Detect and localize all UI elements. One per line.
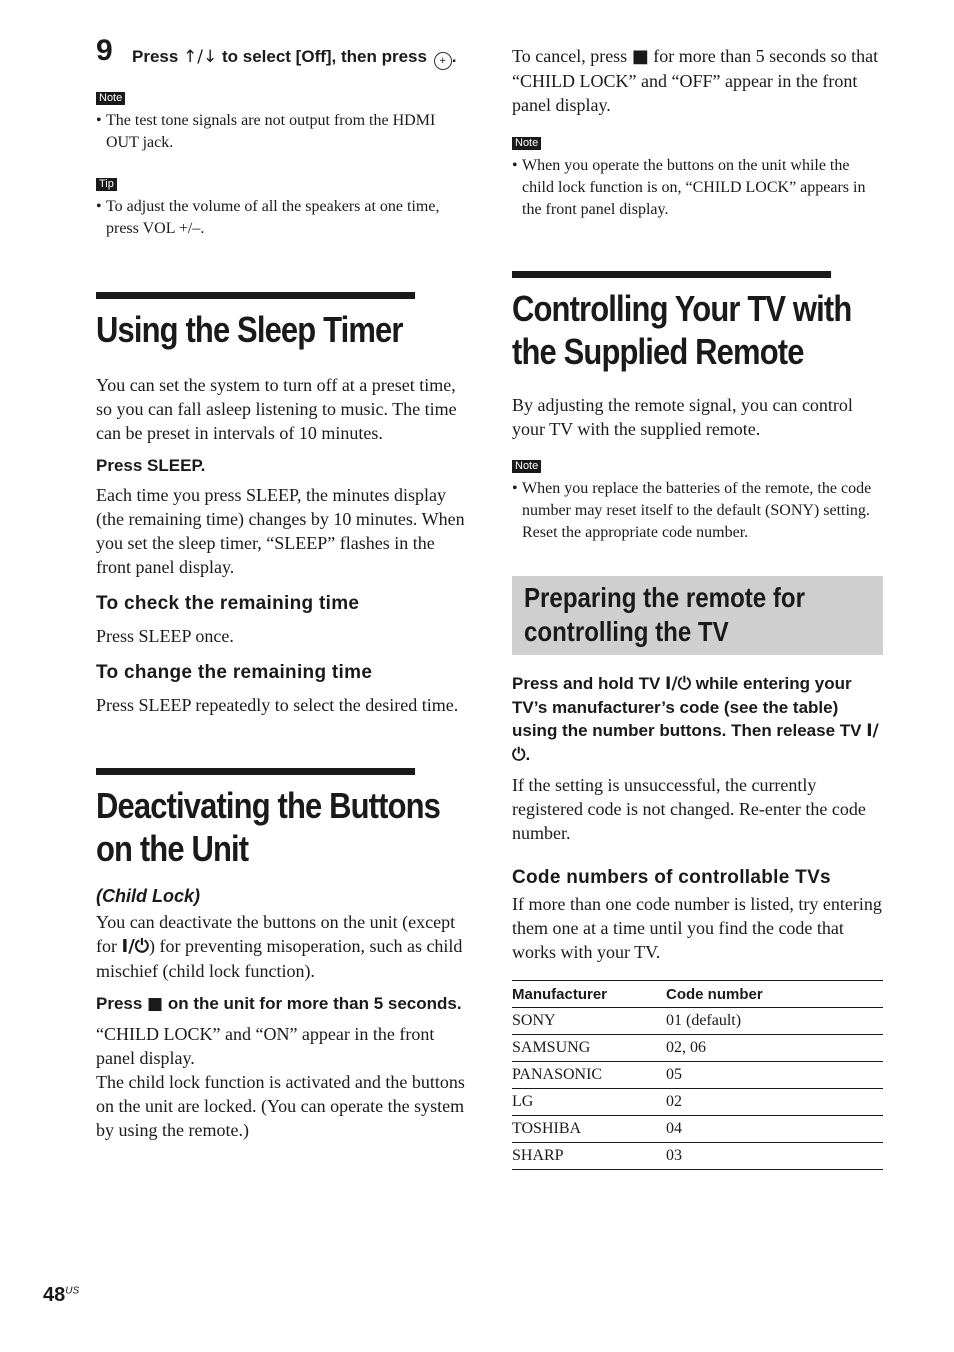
manufacturer-cell: SONY xyxy=(512,1008,666,1035)
power-icon: I/⏻ xyxy=(512,721,879,765)
step-9-instruction: Press ↑/↓ to select [Off], then press + . xyxy=(132,36,467,70)
sleep-timer-heading: Using the Sleep Timer xyxy=(96,292,415,351)
code-cell: 03 xyxy=(666,1143,883,1170)
change-remaining-heading: To change the remaining time xyxy=(96,662,373,683)
note-list xyxy=(96,110,467,154)
table-row xyxy=(512,1143,883,1170)
tv-code-table xyxy=(512,980,883,1170)
child-lock-heading: Deactivating the Buttons on the Unit xyxy=(96,768,415,870)
tv-code-instruction: Press and hold TV I/⏻ while entering your TV’s manufacturer’s code (see the table) using the number buttons. Then release TV I/⏻. xyxy=(512,674,879,765)
child-lock-cancel: To cancel, press ■ for more than 5 seconds so that “CHILD LOCK” and “OFF” appear in the front panel display. xyxy=(512,46,879,115)
note-badge: Note xyxy=(512,460,541,473)
sleep-body: Each time you press SLEEP, the minutes display (the remaining time) changes by 10 minutes. When you set the sleep timer, “SLEEP” flashes in the front panel display. xyxy=(96,485,465,577)
code-cell: 02, 06 xyxy=(666,1035,883,1062)
child-lock-note xyxy=(512,133,883,221)
stop-icon: ■ xyxy=(631,46,649,67)
note-block xyxy=(96,88,467,154)
child-lock-result: “CHILD LOCK” and “ON” appear in the front panel display. The child lock function is activated and the buttons on the unit are locked. (You can operate the system by using the remote.) xyxy=(96,1024,465,1140)
power-icon: I/⏻ xyxy=(665,674,692,694)
right-column xyxy=(512,44,883,1170)
tip-block xyxy=(96,174,467,240)
power-icon: I/⏻ xyxy=(121,936,150,957)
tip-badge: Tip xyxy=(96,178,117,191)
change-remaining-body: Press SLEEP repeatedly to select the desired time. xyxy=(96,695,459,715)
manufacturer-cell: SAMSUNG xyxy=(512,1035,666,1062)
sleep-intro: You can set the system to turn off at a preset time, so you can fall asleep listening to music. The time can be preset in intervals of 10 minutes. xyxy=(96,375,457,443)
sleep-timer-section xyxy=(96,292,467,717)
code-cell: 01 (default) xyxy=(666,1008,883,1035)
up-down-arrows-icon: ↑/↓ xyxy=(183,47,218,67)
tip-item: • To adjust the volume of all the speakers at one time, press VOL +/–. xyxy=(96,196,467,240)
child-lock-section xyxy=(96,768,467,1142)
tv-control-heading: Controlling Your TV with the Supplied Remote xyxy=(512,271,831,373)
tv-control-intro: By adjusting the remote signal, you can control your TV with the supplied remote. xyxy=(512,395,853,439)
table-row xyxy=(512,1035,883,1062)
note-badge: Note xyxy=(512,137,541,150)
column-header-manufacturer: Manufacturer xyxy=(512,981,666,1008)
note-badge: Note xyxy=(96,92,125,105)
manufacturer-cell: LG xyxy=(512,1089,666,1116)
note-item: • When you operate the buttons on the unit while the child lock function is on, “CHILD LOCK” appears in the front panel display. xyxy=(512,155,883,221)
stop-icon: ■ xyxy=(147,994,164,1014)
sleep-instruction: Press SLEEP. xyxy=(96,456,206,475)
child-lock-instruction: Press ■ on the unit for more than 5 seconds. xyxy=(96,994,462,1014)
preparing-remote-heading: Preparing the remote for controlling the TV xyxy=(524,582,805,647)
enter-button-icon: + xyxy=(434,52,452,70)
table-row xyxy=(512,1089,883,1116)
step-9 xyxy=(96,36,467,70)
manufacturer-cell: TOSHIBA xyxy=(512,1116,666,1143)
code-cell: 04 xyxy=(666,1116,883,1143)
note-list xyxy=(512,478,883,544)
table-row xyxy=(512,1062,883,1089)
note-item: • The test tone signals are not output from the HDMI OUT jack. xyxy=(96,110,467,154)
code-numbers-intro: If more than one code number is listed, try entering them one at a time until you find the code that works with your TV. xyxy=(512,894,882,962)
manufacturer-cell: PANASONIC xyxy=(512,1062,666,1089)
left-column xyxy=(96,36,467,1142)
tip-list xyxy=(96,196,467,240)
tv-control-section xyxy=(512,271,883,1170)
note-item: • When you replace the batteries of the remote, the code number may reset itself to the default (SONY) setting. Reset the appropriate code number. xyxy=(512,478,883,544)
code-cell: 05 xyxy=(666,1062,883,1089)
page-number: $48^{US}$ xyxy=(43,1284,80,1306)
code-numbers-heading: Code numbers of controllable TVs xyxy=(512,867,831,888)
tv-note xyxy=(512,456,883,544)
region-suffix: US xyxy=(65,1285,80,1297)
table-row xyxy=(512,1116,883,1143)
step-number: 9 xyxy=(96,34,112,67)
child-lock-subtitle: (Child Lock) xyxy=(96,886,200,906)
check-remaining-heading: To check the remaining time xyxy=(96,593,360,614)
table-header-row xyxy=(512,981,883,1008)
table-row xyxy=(512,1008,883,1035)
tv-code-fail-note: If the setting is unsuccessful, the currently registered code is not changed. Re-enter the code number. xyxy=(512,775,866,843)
preparing-remote-box xyxy=(512,576,883,655)
check-remaining-body: Press SLEEP once. xyxy=(96,626,234,646)
column-header-code: Code number xyxy=(666,981,883,1008)
child-lock-intro: You can deactivate the buttons on the unit (except for I/⏻) for preventing misoperation, such as child mischief (child lock function). xyxy=(96,912,463,981)
code-cell: 02 xyxy=(666,1089,883,1116)
note-list xyxy=(512,155,883,221)
manufacturer-cell: SHARP xyxy=(512,1143,666,1170)
